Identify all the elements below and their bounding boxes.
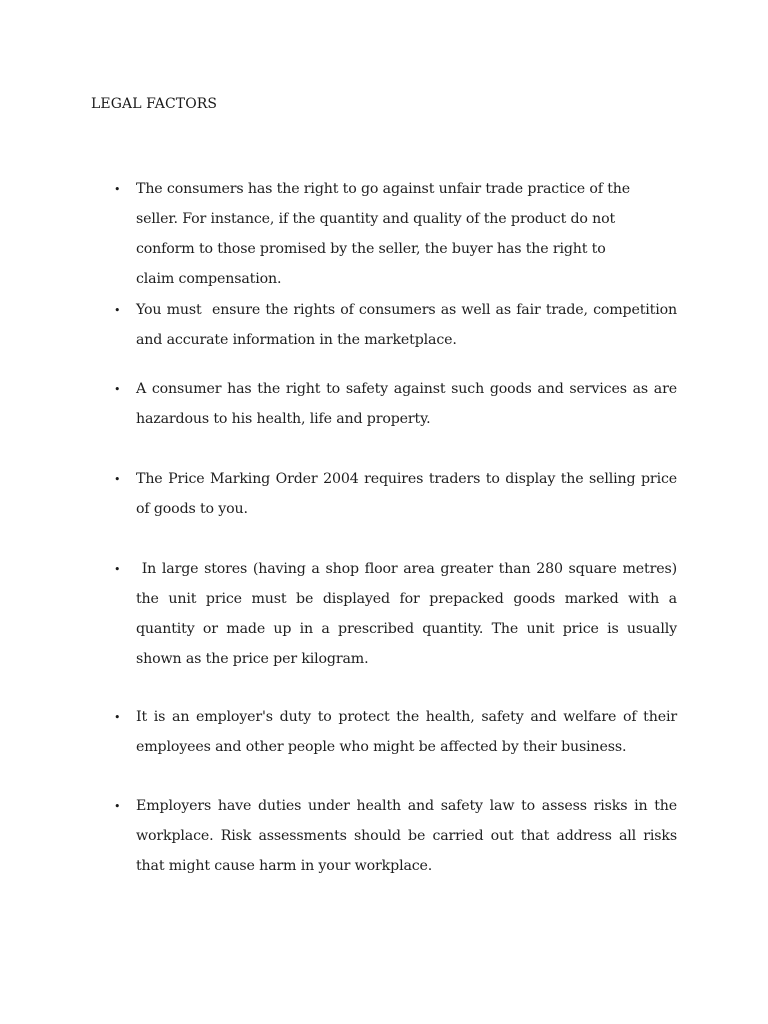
bullet-icon: •	[114, 183, 121, 196]
list-item: A consumer has the right to safety against such goods and services as are hazardous to his health, life and property.	[136, 381, 677, 427]
bullet-icon: •	[114, 304, 121, 317]
list-item: The consumers has the right to go against unfair trade practice of the seller. For instance, if the quantity and quality of the product do not conform to those promised by the seller, the buyer has the right to claim compensation.	[136, 181, 631, 287]
list-item: You must ensure the rights of consumers as well as fair trade, competition and accurate information in the marketplace.	[136, 302, 682, 348]
list-item: Employers have duties under health and safety law to assess risks in the workplace. Risk assessments should be carried out that address all risks that might cause harm in your workplace.	[136, 798, 677, 874]
bullet-icon: •	[114, 473, 121, 486]
bullet-icon: •	[114, 800, 121, 813]
list-item: It is an employer's duty to protect the health, safety and welfare of their employees and other people who might be affected by their business.	[136, 709, 677, 755]
section-heading: LEGAL FACTORS	[91, 96, 218, 112]
list-item: In large stores (having a shop floor area greater than 280 square metres) the unit price must be displayed for prepacked goods marked with a quantity or made up in a prescribed quantity. The unit price is usually shown as the price per kilogram.	[136, 561, 682, 667]
list-item: The Price Marking Order 2004 requires traders to display the selling price of goods to you.	[136, 471, 677, 517]
bullet-icon: •	[114, 563, 121, 576]
bullet-icon: •	[114, 711, 121, 724]
bullet-icon: •	[114, 383, 121, 396]
